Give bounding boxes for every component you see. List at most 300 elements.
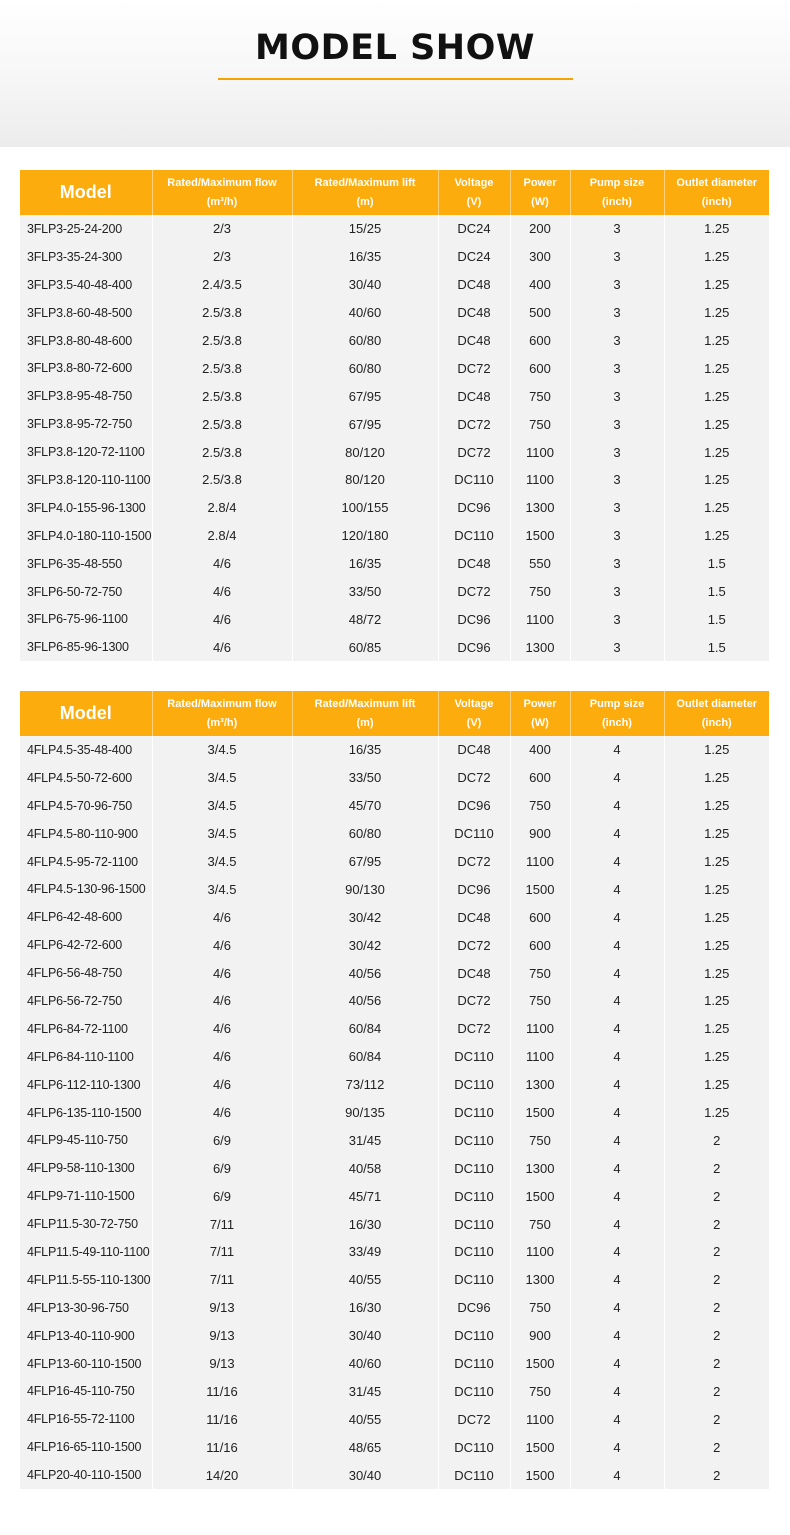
table-row <box>20 987 769 1015</box>
flow-cell: 4/6 <box>152 987 292 1015</box>
col-header-pump-size: Pump size (inch) <box>570 170 664 215</box>
voltage-cell: DC96 <box>438 605 510 633</box>
flow-cell: 11/16 <box>152 1377 292 1405</box>
pump-size-cell: 3 <box>570 466 664 494</box>
outlet-cell: 1.25 <box>704 528 730 544</box>
outlet-cell: 2 <box>713 1300 721 1316</box>
voltage-cell: DC110 <box>438 1350 510 1378</box>
voltage-cell: DC110 <box>438 1099 510 1127</box>
voltage-cell: DC24 <box>438 215 510 243</box>
voltage-cell: DC72 <box>438 410 510 438</box>
outlet-cell: 2 <box>713 1411 721 1427</box>
flow-cell: 2.5/3.8 <box>152 327 292 355</box>
lift-cell: 40/55 <box>292 1405 438 1433</box>
voltage-cell: DC110 <box>438 1071 510 1099</box>
voltage-cell: DC24 <box>438 243 510 271</box>
spec-table-3inch <box>20 170 769 661</box>
voltage-cell: DC110 <box>438 1210 510 1238</box>
voltage-cell: DC72 <box>438 931 510 959</box>
lift-cell: 60/80 <box>292 354 438 382</box>
flow-cell: 3/4.5 <box>152 792 292 820</box>
model-cell: 3FLP6-50-72-750 <box>20 578 152 606</box>
table-row <box>20 1238 769 1266</box>
lift-cell: 67/95 <box>292 848 438 876</box>
voltage-cell: DC72 <box>438 578 510 606</box>
pump-size-cell: 4 <box>570 764 664 792</box>
table-row <box>20 736 769 764</box>
table-row <box>20 1182 769 1210</box>
power-cell: 750 <box>510 1294 570 1322</box>
lift-cell: 80/120 <box>292 466 438 494</box>
pump-size-cell: 3 <box>570 382 664 410</box>
table-row <box>20 1377 769 1405</box>
flow-cell: 4/6 <box>152 1071 292 1099</box>
outlet-cell: 1.25 <box>704 742 730 758</box>
pump-size-cell: 4 <box>570 1266 664 1294</box>
power-cell: 600 <box>510 903 570 931</box>
page-title: MODEL SHOW <box>255 28 535 68</box>
lift-cell: 16/35 <box>292 736 438 764</box>
pump-size-cell: 3 <box>570 494 664 522</box>
pump-size-cell: 4 <box>570 1154 664 1182</box>
model-cell: 3FLP4.0-180-110-1500 <box>20 522 152 550</box>
model-cell: 4FLP6-56-72-750 <box>20 987 152 1015</box>
pump-size-cell: 4 <box>570 1405 664 1433</box>
model-cell: 4FLP6-84-110-1100 <box>20 1043 152 1071</box>
model-cell: 3FLP3-35-24-300 <box>20 243 152 271</box>
voltage-cell: DC96 <box>438 494 510 522</box>
table-row <box>20 792 769 820</box>
voltage-cell: DC110 <box>438 1182 510 1210</box>
voltage-cell: DC72 <box>438 438 510 466</box>
lift-cell: 45/71 <box>292 1182 438 1210</box>
flow-cell: 3/4.5 <box>152 820 292 848</box>
table-row <box>20 1461 769 1489</box>
outlet-cell: 1.25 <box>704 993 730 1009</box>
voltage-cell: DC110 <box>438 1266 510 1294</box>
outlet-cell: 2 <box>713 1160 721 1176</box>
model-cell: 3FLP3.5-40-48-400 <box>20 271 152 299</box>
table-row <box>20 243 769 271</box>
lift-cell: 80/120 <box>292 438 438 466</box>
pump-size-cell: 3 <box>570 633 664 661</box>
power-cell: 750 <box>510 1377 570 1405</box>
lift-cell: 60/85 <box>292 633 438 661</box>
lift-cell: 48/72 <box>292 605 438 633</box>
power-cell: 1100 <box>510 1043 570 1071</box>
model-cell: 3FLP3.8-95-72-750 <box>20 410 152 438</box>
flow-cell: 2.5/3.8 <box>152 299 292 327</box>
power-cell: 1100 <box>510 438 570 466</box>
flow-cell: 7/11 <box>152 1266 292 1294</box>
voltage-cell: DC72 <box>438 354 510 382</box>
pump-size-cell: 3 <box>570 410 664 438</box>
voltage-cell: DC110 <box>438 1461 510 1489</box>
outlet-cell: 1.25 <box>704 770 730 786</box>
flow-cell: 4/6 <box>152 550 292 578</box>
table-row <box>20 578 769 606</box>
col-header-flow: Rated/Maximum flow (m³/h) <box>152 691 292 736</box>
model-cell: 4FLP4.5-35-48-400 <box>20 736 152 764</box>
outlet-cell: 2 <box>713 1439 721 1455</box>
power-cell: 1500 <box>510 1182 570 1210</box>
pump-size-cell: 4 <box>570 1099 664 1127</box>
lift-cell: 67/95 <box>292 382 438 410</box>
outlet-cell: 2 <box>713 1328 721 1344</box>
power-cell: 600 <box>510 354 570 382</box>
flow-cell: 2.8/4 <box>152 522 292 550</box>
outlet-cell: 1.25 <box>704 388 730 404</box>
flow-cell: 9/13 <box>152 1350 292 1378</box>
pump-size-cell: 4 <box>570 959 664 987</box>
lift-cell: 60/80 <box>292 820 438 848</box>
model-cell: 4FLP4.5-95-72-1100 <box>20 848 152 876</box>
model-cell: 4FLP16-45-110-750 <box>20 1377 152 1405</box>
voltage-cell: DC48 <box>438 550 510 578</box>
lift-cell: 100/155 <box>292 494 438 522</box>
title-underline <box>218 78 573 80</box>
outlet-cell: 1.25 <box>704 937 730 953</box>
outlet-cell: 1.25 <box>704 1077 730 1093</box>
power-cell: 1100 <box>510 605 570 633</box>
power-cell: 600 <box>510 327 570 355</box>
lift-cell: 15/25 <box>292 215 438 243</box>
table-row <box>20 1071 769 1099</box>
pump-size-cell: 4 <box>570 1350 664 1378</box>
table-row <box>20 1015 769 1043</box>
power-cell: 500 <box>510 299 570 327</box>
power-cell: 1500 <box>510 1461 570 1489</box>
table-row <box>20 848 769 876</box>
model-cell: 3FLP3.8-80-48-600 <box>20 327 152 355</box>
model-cell: 4FLP11.5-30-72-750 <box>20 1210 152 1238</box>
flow-cell: 7/11 <box>152 1210 292 1238</box>
voltage-cell: DC110 <box>438 1154 510 1182</box>
voltage-cell: DC48 <box>438 382 510 410</box>
lift-cell: 60/80 <box>292 327 438 355</box>
voltage-cell: DC48 <box>438 959 510 987</box>
power-cell: 1300 <box>510 1154 570 1182</box>
outlet-cell: 2 <box>713 1244 721 1260</box>
flow-cell: 3/4.5 <box>152 736 292 764</box>
model-cell: 4FLP4.5-130-96-1500 <box>20 875 152 903</box>
col-header-model: Model <box>20 691 152 736</box>
model-cell: 3FLP6-85-96-1300 <box>20 633 152 661</box>
power-cell: 1500 <box>510 522 570 550</box>
lift-cell: 33/50 <box>292 578 438 606</box>
lift-cell: 40/58 <box>292 1154 438 1182</box>
outlet-cell: 1.5 <box>707 556 726 572</box>
pump-size-cell: 4 <box>570 1238 664 1266</box>
lift-cell: 73/112 <box>292 1071 438 1099</box>
power-cell: 1500 <box>510 1350 570 1378</box>
table-row <box>20 1433 769 1461</box>
outlet-cell: 1.5 <box>707 584 726 600</box>
flow-cell: 2.5/3.8 <box>152 354 292 382</box>
model-cell: 3FLP3.8-120-72-1100 <box>20 438 152 466</box>
power-cell: 750 <box>510 410 570 438</box>
flow-cell: 2.5/3.8 <box>152 410 292 438</box>
power-cell: 1300 <box>510 1071 570 1099</box>
lift-cell: 67/95 <box>292 410 438 438</box>
pump-size-cell: 3 <box>570 271 664 299</box>
table-header-row <box>20 691 769 736</box>
model-cell: 4FLP9-58-110-1300 <box>20 1154 152 1182</box>
voltage-cell: DC110 <box>438 1433 510 1461</box>
flow-cell: 11/16 <box>152 1405 292 1433</box>
voltage-cell: DC96 <box>438 633 510 661</box>
outlet-cell: 2 <box>713 1132 721 1148</box>
lift-cell: 16/30 <box>292 1294 438 1322</box>
power-cell: 1100 <box>510 848 570 876</box>
model-cell: 3FLP3.8-80-72-600 <box>20 354 152 382</box>
lift-cell: 60/84 <box>292 1043 438 1071</box>
table-row <box>20 1210 769 1238</box>
outlet-cell: 1.25 <box>704 305 730 321</box>
pump-size-cell: 4 <box>570 1461 664 1489</box>
pump-size-cell: 4 <box>570 1294 664 1322</box>
model-cell: 4FLP6-42-48-600 <box>20 903 152 931</box>
power-cell: 1500 <box>510 1099 570 1127</box>
outlet-cell: 1.25 <box>704 360 730 376</box>
flow-cell: 9/13 <box>152 1294 292 1322</box>
col-header-power: Power (W) <box>510 691 570 736</box>
voltage-cell: DC72 <box>438 1405 510 1433</box>
outlet-cell: 1.25 <box>704 909 730 925</box>
pump-size-cell: 4 <box>570 736 664 764</box>
flow-cell: 2/3 <box>152 215 292 243</box>
lift-cell: 31/45 <box>292 1377 438 1405</box>
flow-cell: 2.5/3.8 <box>152 438 292 466</box>
lift-cell: 40/60 <box>292 1350 438 1378</box>
voltage-cell: DC96 <box>438 792 510 820</box>
outlet-cell: 1.25 <box>704 965 730 981</box>
power-cell: 600 <box>510 764 570 792</box>
flow-cell: 3/4.5 <box>152 764 292 792</box>
flow-cell: 2.4/3.5 <box>152 271 292 299</box>
col-header-lift: Rated/Maximum lift (m) <box>292 691 438 736</box>
outlet-cell: 1.25 <box>704 277 730 293</box>
model-cell: 4FLP6-112-110-1300 <box>20 1071 152 1099</box>
col-header-outlet: Outlet diameter (inch) <box>664 170 769 215</box>
power-cell: 750 <box>510 1126 570 1154</box>
table-row <box>20 550 769 578</box>
pump-size-cell: 3 <box>570 215 664 243</box>
flow-cell: 4/6 <box>152 578 292 606</box>
power-cell: 1100 <box>510 466 570 494</box>
pump-size-cell: 3 <box>570 327 664 355</box>
lift-cell: 16/30 <box>292 1210 438 1238</box>
table-row <box>20 1154 769 1182</box>
lift-cell: 120/180 <box>292 522 438 550</box>
pump-size-cell: 3 <box>570 578 664 606</box>
voltage-cell: DC48 <box>438 299 510 327</box>
voltage-cell: DC110 <box>438 820 510 848</box>
model-cell: 4FLP6-135-110-1500 <box>20 1099 152 1127</box>
table-row <box>20 1266 769 1294</box>
model-cell: 3FLP4.0-155-96-1300 <box>20 494 152 522</box>
flow-cell: 4/6 <box>152 605 292 633</box>
model-cell: 4FLP6-84-72-1100 <box>20 1015 152 1043</box>
outlet-cell: 2 <box>713 1216 721 1232</box>
model-cell: 4FLP13-30-96-750 <box>20 1294 152 1322</box>
power-cell: 600 <box>510 931 570 959</box>
pump-size-cell: 3 <box>570 550 664 578</box>
outlet-cell: 1.25 <box>704 854 730 869</box>
power-cell: 750 <box>510 1210 570 1238</box>
col-header-flow: Rated/Maximum flow (m³/h) <box>152 170 292 215</box>
flow-cell: 3/4.5 <box>152 848 292 876</box>
flow-cell: 2.5/3.8 <box>152 382 292 410</box>
power-cell: 1300 <box>510 633 570 661</box>
table-row <box>20 382 769 410</box>
power-cell: 750 <box>510 959 570 987</box>
table-row <box>20 764 769 792</box>
col-header-model: Model <box>20 170 152 215</box>
flow-cell: 6/9 <box>152 1154 292 1182</box>
pump-size-cell: 4 <box>570 1043 664 1071</box>
flow-cell: 14/20 <box>152 1461 292 1489</box>
voltage-cell: DC72 <box>438 764 510 792</box>
voltage-cell: DC48 <box>438 903 510 931</box>
flow-cell: 2.8/4 <box>152 494 292 522</box>
outlet-cell: 2 <box>713 1383 721 1399</box>
table-row <box>20 327 769 355</box>
flow-cell: 7/11 <box>152 1238 292 1266</box>
table-row <box>20 410 769 438</box>
model-cell: 4FLP16-55-72-1100 <box>20 1405 152 1433</box>
header-banner <box>0 0 790 147</box>
lift-cell: 90/135 <box>292 1099 438 1127</box>
outlet-cell: 1.25 <box>704 416 730 432</box>
model-cell: 3FLP6-75-96-1100 <box>20 605 152 633</box>
lift-cell: 40/56 <box>292 987 438 1015</box>
table-row <box>20 494 769 522</box>
lift-cell: 16/35 <box>292 550 438 578</box>
flow-cell: 6/9 <box>152 1126 292 1154</box>
power-cell: 1100 <box>510 1015 570 1043</box>
lift-cell: 90/130 <box>292 875 438 903</box>
pump-size-cell: 4 <box>570 1210 664 1238</box>
col-header-outlet: Outlet diameter (inch) <box>664 691 769 736</box>
flow-cell: 2.5/3.8 <box>152 466 292 494</box>
pump-size-cell: 4 <box>570 1182 664 1210</box>
table-row <box>20 820 769 848</box>
flow-cell: 4/6 <box>152 1043 292 1071</box>
flow-cell: 4/6 <box>152 1099 292 1127</box>
table-row <box>20 633 769 661</box>
pump-size-cell: 3 <box>570 243 664 271</box>
voltage-cell: DC110 <box>438 1126 510 1154</box>
outlet-cell: 1.5 <box>707 611 726 627</box>
col-header-voltage: Voltage (V) <box>438 170 510 215</box>
power-cell: 900 <box>510 1322 570 1350</box>
flow-cell: 4/6 <box>152 959 292 987</box>
power-cell: 1100 <box>510 1238 570 1266</box>
spec-table-4inch <box>20 691 769 1489</box>
table-row <box>20 354 769 382</box>
voltage-cell: DC96 <box>438 1294 510 1322</box>
lift-cell: 48/65 <box>292 1433 438 1461</box>
outlet-cell: 2 <box>713 1356 721 1372</box>
flow-cell: 3/4.5 <box>152 875 292 903</box>
voltage-cell: DC110 <box>438 1322 510 1350</box>
flow-cell: 4/6 <box>152 931 292 959</box>
table-row <box>20 605 769 633</box>
voltage-cell: DC110 <box>438 1043 510 1071</box>
voltage-cell: DC72 <box>438 987 510 1015</box>
model-cell: 4FLP20-40-110-1500 <box>20 1461 152 1489</box>
outlet-cell: 1.25 <box>704 1049 730 1065</box>
col-header-lift: Rated/Maximum lift (m) <box>292 170 438 215</box>
pump-size-cell: 4 <box>570 1433 664 1461</box>
flow-cell: 4/6 <box>152 633 292 661</box>
model-cell: 4FLP16-65-110-1500 <box>20 1433 152 1461</box>
pump-size-cell: 4 <box>570 903 664 931</box>
outlet-cell: 1.25 <box>704 333 730 348</box>
voltage-cell: DC48 <box>438 736 510 764</box>
pump-size-cell: 3 <box>570 605 664 633</box>
pump-size-cell: 3 <box>570 522 664 550</box>
col-header-voltage: Voltage (V) <box>438 691 510 736</box>
outlet-cell: 1.5 <box>707 639 726 655</box>
outlet-cell: 2 <box>713 1188 721 1204</box>
voltage-cell: DC48 <box>438 271 510 299</box>
outlet-cell: 1.25 <box>704 826 730 842</box>
pump-size-cell: 4 <box>570 931 664 959</box>
pump-size-cell: 4 <box>570 1126 664 1154</box>
voltage-cell: DC110 <box>438 1238 510 1266</box>
table-row <box>20 903 769 931</box>
voltage-cell: DC110 <box>438 1377 510 1405</box>
model-cell: 4FLP13-60-110-1500 <box>20 1350 152 1378</box>
table-row <box>20 466 769 494</box>
power-cell: 200 <box>510 215 570 243</box>
model-cell: 4FLP11.5-49-110-1100 <box>20 1238 152 1266</box>
flow-cell: 11/16 <box>152 1433 292 1461</box>
flow-cell: 6/9 <box>152 1182 292 1210</box>
table-row <box>20 1322 769 1350</box>
outlet-cell: 1.25 <box>704 500 730 516</box>
voltage-cell: DC110 <box>438 466 510 494</box>
pump-size-cell: 4 <box>570 1071 664 1099</box>
outlet-cell: 1.25 <box>704 881 730 897</box>
flow-cell: 4/6 <box>152 1015 292 1043</box>
col-header-power: Power (W) <box>510 170 570 215</box>
power-cell: 300 <box>510 243 570 271</box>
model-cell: 3FLP3.8-120-110-1100 <box>20 466 152 494</box>
power-cell: 900 <box>510 820 570 848</box>
model-cell: 4FLP13-40-110-900 <box>20 1322 152 1350</box>
power-cell: 1300 <box>510 1266 570 1294</box>
outlet-cell: 1.25 <box>704 249 730 265</box>
voltage-cell: DC110 <box>438 522 510 550</box>
flow-cell: 4/6 <box>152 903 292 931</box>
model-cell: 3FLP3.8-95-48-750 <box>20 382 152 410</box>
model-cell: 4FLP6-42-72-600 <box>20 931 152 959</box>
table-row <box>20 1405 769 1433</box>
power-cell: 750 <box>510 792 570 820</box>
power-cell: 1300 <box>510 494 570 522</box>
outlet-cell: 1.25 <box>704 1021 730 1037</box>
pump-size-cell: 4 <box>570 792 664 820</box>
col-header-pump-size: Pump size (inch) <box>570 691 664 736</box>
table-row <box>20 1099 769 1127</box>
table-row <box>20 299 769 327</box>
lift-cell: 40/56 <box>292 959 438 987</box>
table-row <box>20 215 769 243</box>
lift-cell: 60/84 <box>292 1015 438 1043</box>
